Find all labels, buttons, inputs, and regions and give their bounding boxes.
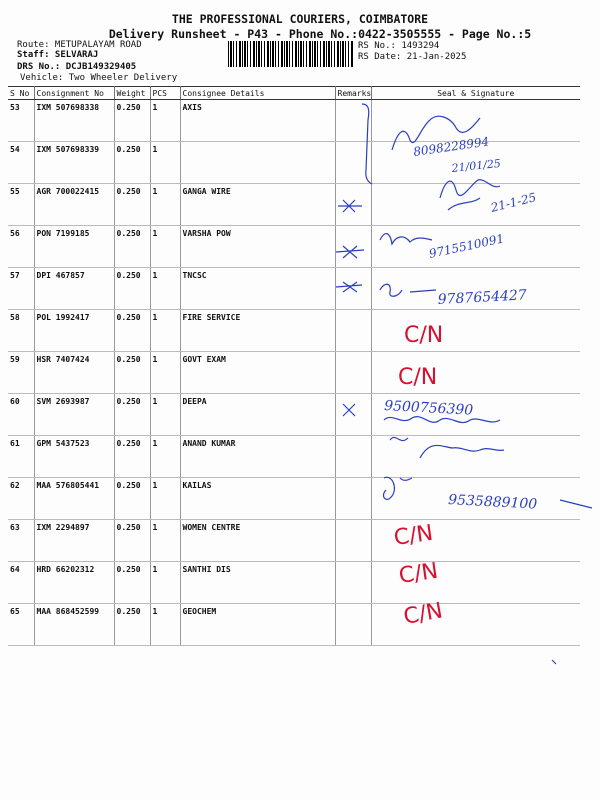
cell-remarks (335, 100, 371, 142)
company-title: THE PROFESSIONAL COURIERS, COIMBATORE (171, 12, 429, 26)
cell-consignee: AXIS (180, 100, 335, 142)
cell-sno: 64 (8, 562, 34, 604)
cell-signature (371, 352, 580, 394)
cell-remarks (335, 478, 371, 520)
cell-sno: 55 (8, 184, 34, 226)
cell-consignment: SVM 2693987 (34, 394, 114, 436)
cell-signature (371, 142, 580, 184)
table-row (8, 394, 580, 436)
cn-mark-64: C/N (397, 558, 440, 589)
cell-remarks (335, 310, 371, 352)
runsheet-table (8, 86, 580, 646)
handwritten-phone-60: 9500756390 (383, 398, 474, 419)
cell-pcs: 1 (150, 562, 180, 604)
table-row (8, 436, 580, 478)
cell-remarks (335, 604, 371, 646)
cell-sno: 53 (8, 100, 34, 142)
cell-pcs: 1 (150, 184, 180, 226)
cell-weight: 0.250 (114, 562, 150, 604)
cell-pcs: 1 (150, 604, 180, 646)
cell-pcs: 1 (150, 352, 180, 394)
cell-consignee: ANAND KUMAR (180, 436, 335, 478)
cn-mark-63: C/N (392, 520, 435, 551)
table-row (8, 184, 580, 226)
cell-consignment: PON 7199185 (34, 226, 114, 268)
handwritten-phone-57: 9787654427 (437, 287, 528, 308)
table-row (8, 268, 580, 310)
cell-remarks (335, 268, 371, 310)
barcode-image (228, 41, 354, 67)
cell-weight: 0.250 (114, 604, 150, 646)
table-row (8, 100, 580, 142)
cell-consignment: AGR 700022415 (34, 184, 114, 226)
cell-consignee: FIRE SERVICE (180, 310, 335, 352)
col-header-signature: Seal & Signature (371, 87, 580, 100)
cell-signature (371, 310, 580, 352)
cell-pcs: 1 (150, 142, 180, 184)
cn-mark-65: C/N (401, 598, 445, 630)
cell-remarks (335, 142, 371, 184)
cell-pcs: 1 (150, 436, 180, 478)
cell-remarks (335, 520, 371, 562)
cell-weight: 0.250 (114, 226, 150, 268)
handwritten-phone-56: 9715510091 (427, 231, 506, 261)
cell-consignment: MAA 868452599 (34, 604, 114, 646)
cell-signature (371, 520, 580, 562)
col-header-consignee: Consignee Details (180, 87, 335, 100)
cell-pcs: 1 (150, 310, 180, 352)
staff-label: Staff: SELVARAJ (17, 50, 99, 60)
cell-remarks (335, 226, 371, 268)
cell-weight: 0.250 (114, 394, 150, 436)
cell-consignment: GPM 5437523 (34, 436, 114, 478)
cell-sno: 63 (8, 520, 34, 562)
cell-consignment: HSR 7407424 (34, 352, 114, 394)
handwritten-phone-53: 8098228994 (412, 134, 491, 159)
cell-weight: 0.250 (114, 436, 150, 478)
cell-remarks (335, 562, 371, 604)
cell-weight: 0.250 (114, 520, 150, 562)
cell-signature (371, 394, 580, 436)
runsheet-subtitle: Delivery Runsheet - P43 - Phone No.:0422-3505555 - Page No.:5 (108, 27, 532, 41)
drs-number: DRS No.: DCJB149329405 (17, 62, 137, 72)
cell-weight: 0.250 (114, 478, 150, 520)
cell-signature (371, 226, 580, 268)
cell-remarks (335, 394, 371, 436)
cell-weight: 0.250 (114, 184, 150, 226)
cell-sno: 60 (8, 394, 34, 436)
col-header-weight: Weight (114, 87, 150, 100)
cell-pcs: 1 (150, 520, 180, 562)
cell-consignment: HRD 66202312 (34, 562, 114, 604)
table-row (8, 226, 580, 268)
cell-consignee: GOVT EXAM (180, 352, 335, 394)
cell-sno: 57 (8, 268, 34, 310)
handwritten-date-53: 21/01/25 (450, 156, 502, 175)
cell-remarks (335, 352, 371, 394)
cell-weight: 0.250 (114, 310, 150, 352)
cell-sno: 58 (8, 310, 34, 352)
cell-signature (371, 604, 580, 646)
table-row (8, 562, 580, 604)
cell-sno: 61 (8, 436, 34, 478)
cell-consignee: VARSHA POW (180, 226, 335, 268)
cell-pcs: 1 (150, 478, 180, 520)
table-header-row (8, 87, 580, 100)
cell-remarks (335, 436, 371, 478)
cell-pcs: 1 (150, 394, 180, 436)
cell-consignment: IXM 507698338 (34, 100, 114, 142)
cell-weight: 0.250 (114, 268, 150, 310)
cell-sno: 56 (8, 226, 34, 268)
cell-consignee: TNCSC (180, 268, 335, 310)
cell-consignment: MAA 576805441 (34, 478, 114, 520)
cn-mark-59: C/N (398, 365, 438, 390)
cell-sno: 62 (8, 478, 34, 520)
col-header-sno: S No (8, 87, 34, 100)
table-row (8, 310, 580, 352)
cell-weight: 0.250 (114, 352, 150, 394)
table-row (8, 520, 580, 562)
cell-consignment: POL 1992417 (34, 310, 114, 352)
cell-consignee: GEOCHEM (180, 604, 335, 646)
cell-weight: 0.250 (114, 100, 150, 142)
cell-signature (371, 562, 580, 604)
rs-number: RS No.: 1493294 (358, 41, 440, 51)
cell-sno: 65 (8, 604, 34, 646)
cell-signature (371, 478, 580, 520)
rs-date: RS Date: 21-Jan-2025 (358, 52, 467, 62)
cell-sno: 59 (8, 352, 34, 394)
cell-consignee: GANGA WIRE (180, 184, 335, 226)
vehicle-label: Vehicle: Two Wheeler Delivery (20, 73, 178, 83)
route-label: Route: METUPALAYAM ROAD (17, 40, 142, 50)
cell-signature (371, 436, 580, 478)
cell-consignee: WOMEN CENTRE (180, 520, 335, 562)
cell-consignee (180, 142, 335, 184)
cell-pcs: 1 (150, 226, 180, 268)
handwritten-date-55: 21-1-25 (489, 190, 538, 215)
cell-consignment: IXM 2294897 (34, 520, 114, 562)
cell-sno: 54 (8, 142, 34, 184)
cell-signature (371, 268, 580, 310)
cell-remarks (335, 184, 371, 226)
col-header-consignment: Consignment No (34, 87, 114, 100)
cell-consignee: SANTHI DIS (180, 562, 335, 604)
col-header-remarks: Remarks (335, 87, 371, 100)
table-row (8, 604, 580, 646)
table-row (8, 478, 580, 520)
cell-signature (371, 184, 580, 226)
cell-consignee: KAILAS (180, 478, 335, 520)
cell-weight: 0.250 (114, 142, 150, 184)
table-row (8, 142, 580, 184)
cell-consignment: DPI 467857 (34, 268, 114, 310)
cell-pcs: 1 (150, 268, 180, 310)
handwritten-phone-62: 9535889100 (447, 492, 538, 513)
cell-pcs: 1 (150, 100, 180, 142)
cell-signature (371, 100, 580, 142)
cell-consignee: DEEPA (180, 394, 335, 436)
col-header-pcs: PCS (150, 87, 180, 100)
cell-consignment: IXM 507698339 (34, 142, 114, 184)
table-row (8, 352, 580, 394)
cn-mark-58: C/N (404, 323, 444, 348)
